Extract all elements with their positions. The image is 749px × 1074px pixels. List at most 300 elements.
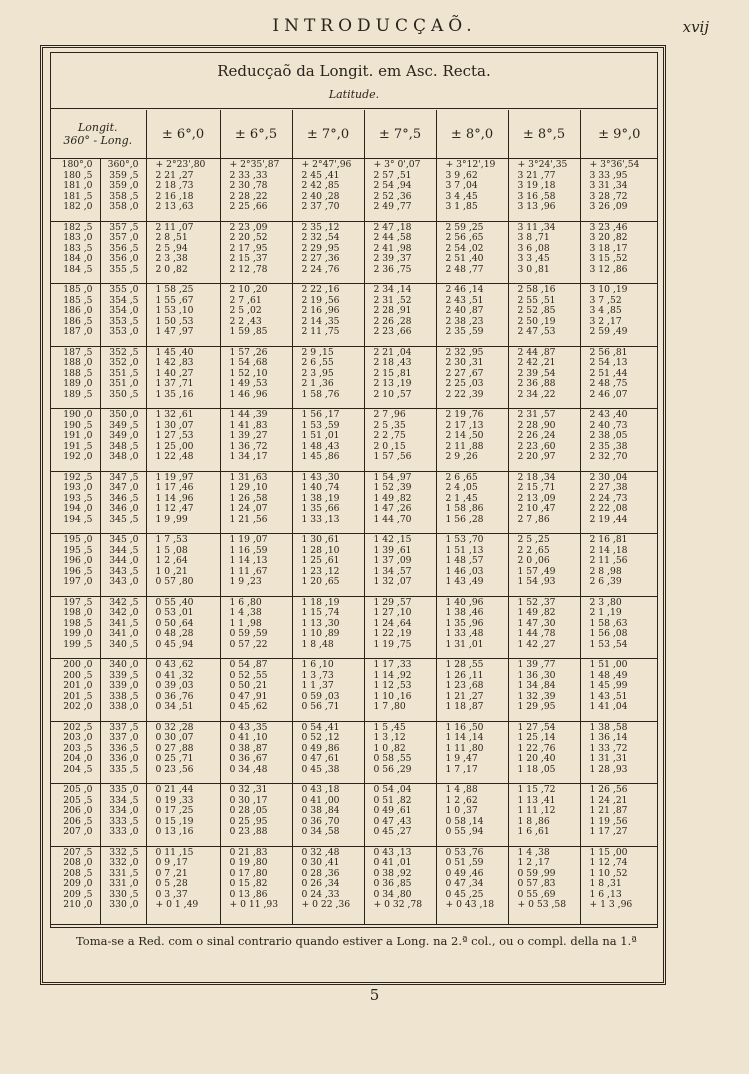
table-cell-value: 340 ,0 xyxy=(109,659,139,670)
reduction-cell xyxy=(292,409,364,472)
table-cell-value: 1 40 ,74 xyxy=(301,482,340,494)
table-cell-value: 1 43 ,51 xyxy=(589,690,628,702)
table-cell-value: 1 19 ,75 xyxy=(373,638,412,650)
reduction-cell xyxy=(292,284,364,347)
table-cell-value: 0 13 ,86 xyxy=(229,888,268,900)
table-cell-value: 2 17 ,13 xyxy=(445,419,484,431)
table-cell-value: 1 41 ,83 xyxy=(229,419,268,431)
long-cell xyxy=(100,659,146,722)
table-cell-value: 0 25 ,95 xyxy=(229,815,268,827)
table-cell-value: 1 14 ,14 xyxy=(445,732,484,744)
table-cell-value: 0 55 ,94 xyxy=(445,826,484,838)
table-cell-value: 0 13 ,16 xyxy=(155,826,194,838)
table-cell-value: 204 ,5 xyxy=(63,763,93,775)
table-cell-value: 1 46 ,96 xyxy=(229,388,268,400)
table-cell-value: 1 4 ,88 xyxy=(445,784,478,795)
table-cell-value: 2 19 ,76 xyxy=(445,409,484,420)
table-cell-value: 1 38 ,58 xyxy=(589,721,628,733)
table-cell-value: 2 31 ,52 xyxy=(373,294,412,306)
table-cell-value: 0 38 ,92 xyxy=(373,867,412,879)
table-cell-value: 181 ,0 xyxy=(63,180,93,192)
table-cell-value: + 3°24',35 xyxy=(517,159,568,170)
table-cell-value: 2 25 ,66 xyxy=(229,201,268,213)
table-cell-value: 2 45 ,41 xyxy=(301,169,340,181)
table-cell-value: 1 37 ,09 xyxy=(373,555,412,567)
table-cell-value: 2 4 ,05 xyxy=(445,482,478,494)
table-cell-value: 1 25 ,00 xyxy=(155,440,194,452)
table-cell-value: 2 47 ,53 xyxy=(517,326,556,338)
table-cell-value: 1 10 ,89 xyxy=(301,628,340,640)
table-cell-value: 3 9 ,62 xyxy=(445,169,478,181)
table-cell-value: 0 55 ,40 xyxy=(155,596,194,608)
table-cell-value: 199 ,5 xyxy=(63,638,93,650)
table-cell-value: 1 56 ,28 xyxy=(445,513,484,525)
table-cell-value: 0 36 ,76 xyxy=(155,690,194,702)
table-cell-value: 2 57 ,51 xyxy=(373,169,412,181)
table-cell-value: 1 4 ,38 xyxy=(229,607,262,619)
table-cell-value: 1 17 ,46 xyxy=(155,482,194,494)
table-cell-value: 333 ,5 xyxy=(109,815,139,827)
table-cell-value: 0 45 ,62 xyxy=(229,701,268,713)
table-cell-value: 358 ,0 xyxy=(109,201,139,213)
table-cell-value: 1 34 ,17 xyxy=(229,451,268,463)
longit-cell xyxy=(50,784,100,847)
table-cell-value: 1 6 ,10 xyxy=(301,659,334,670)
table-cell-value: 351 ,5 xyxy=(109,367,139,379)
table-cell-value: + 0 1 ,49 xyxy=(155,899,199,911)
table-cell-value: 182 ,0 xyxy=(63,201,93,213)
reduction-cell xyxy=(146,409,220,472)
table-cell-value: 208 ,5 xyxy=(63,867,93,879)
table-cell-value: 2 43 ,51 xyxy=(445,294,484,306)
table-cell-value: 354 ,0 xyxy=(109,305,139,317)
table-cell-value: 181 ,5 xyxy=(63,190,93,202)
table-cell-value: 0 19 ,33 xyxy=(155,794,194,806)
table-cell-value: 1 35 ,96 xyxy=(445,617,484,629)
table-cell-value: 1 31 ,63 xyxy=(229,471,268,483)
table-row-group xyxy=(50,409,658,472)
table-cell-value: 341 ,0 xyxy=(109,628,139,640)
table-cell-value: 2 21 ,27 xyxy=(155,169,194,181)
table-cell-value: 201 ,0 xyxy=(63,680,93,692)
reduction-cell xyxy=(580,471,658,534)
table-cell-value: 196 ,0 xyxy=(63,555,93,567)
reduction-cell xyxy=(220,721,292,784)
table-cell-value: 203 ,5 xyxy=(63,742,93,754)
table-cell-value: 2 13 ,63 xyxy=(155,201,194,213)
table-cell-value: 1 5 ,45 xyxy=(373,721,406,733)
table-cell-value: 345 ,5 xyxy=(109,513,139,525)
table-cell-value: 358 ,5 xyxy=(109,190,139,202)
table-cell-value: 1 21 ,56 xyxy=(229,513,268,525)
table-cell-value: 355 ,5 xyxy=(109,263,139,275)
table-cell-value: 0 57 ,22 xyxy=(229,638,268,650)
table-cell-value: 0 56 ,71 xyxy=(301,701,340,713)
table-cell-value: 1 18 ,05 xyxy=(517,763,556,775)
reduction-cell xyxy=(220,471,292,534)
table-cell-value: 183 ,0 xyxy=(63,232,93,244)
table-cell-value: 0 41 ,32 xyxy=(155,669,194,681)
table-cell-value: 2 35 ,59 xyxy=(445,326,484,338)
table-cell-value: 187 ,5 xyxy=(63,346,93,358)
table-cell-value: 1 39 ,61 xyxy=(373,544,412,556)
table-cell-value: 1 38 ,46 xyxy=(445,607,484,619)
reduction-cell xyxy=(364,659,436,722)
table-cell-value: 0 7 ,21 xyxy=(155,867,188,879)
table-cell-value: 2 27 ,67 xyxy=(445,367,484,379)
table-cell-value: 1 26 ,11 xyxy=(445,669,484,681)
reduction-cell xyxy=(292,721,364,784)
table-cell-value: 1 11 ,67 xyxy=(229,565,268,577)
table-cell-value: 0 39 ,03 xyxy=(155,680,194,692)
table-cell-value: 189 ,5 xyxy=(63,388,93,400)
table-cell-value: 0 32 ,31 xyxy=(229,784,268,795)
table-cell-value: 0 54 ,41 xyxy=(301,721,340,733)
latitude-header: ± 7°,0 xyxy=(292,110,364,159)
table-cell-value: 190 ,5 xyxy=(63,419,93,431)
table-cell-value: 0 24 ,33 xyxy=(301,888,340,900)
table-cell-value: 0 43 ,18 xyxy=(301,784,340,795)
table-cell-value: 344 ,5 xyxy=(109,544,139,556)
table-cell-value: 0 25 ,71 xyxy=(155,753,194,765)
table-cell-value: + 2°35',87 xyxy=(229,159,280,170)
table-cell-value: 3 12 ,86 xyxy=(589,263,628,275)
table-cell-value: 2 22 ,16 xyxy=(301,284,340,295)
table-cell-value: 3 8 ,71 xyxy=(517,232,550,244)
table-cell-value: 206 ,5 xyxy=(63,815,93,827)
table-cell-value: 2 26 ,28 xyxy=(373,315,412,327)
table-cell-value: 203 ,0 xyxy=(63,732,93,744)
table-cell-value: 1 19 ,07 xyxy=(229,534,268,545)
table-cell-value: 2 48 ,77 xyxy=(445,263,484,275)
table-cell-value: 1 3 ,73 xyxy=(301,669,334,681)
reduction-cell xyxy=(508,284,580,347)
table-cell-value: 1 18 ,19 xyxy=(301,596,340,608)
table-cell-value: 2 30 ,31 xyxy=(445,357,484,369)
table-cell-value: 3 33 ,95 xyxy=(589,169,628,181)
table-cell-value: 1 57 ,56 xyxy=(373,451,412,463)
table-cell-value: 0 34 ,58 xyxy=(301,826,340,838)
table-cell-value: 2 14 ,35 xyxy=(301,315,340,327)
table-cell-value: 2 33 ,33 xyxy=(229,169,268,181)
table-cell-value: 2 2 ,43 xyxy=(229,315,262,327)
table-cell-value: 2 24 ,73 xyxy=(589,492,628,504)
table-cell-value: 1 33 ,48 xyxy=(445,628,484,640)
table-cell-value: 2 17 ,95 xyxy=(229,242,268,254)
table-cell-value: 2 48 ,75 xyxy=(589,378,628,390)
table-cell-value: 2 6 ,65 xyxy=(445,471,478,483)
table-cell-value: 1 57 ,26 xyxy=(229,346,268,358)
longit-cell xyxy=(50,659,100,722)
table-cell-value: 0 41 ,01 xyxy=(373,857,412,869)
table-cell-value: 184 ,0 xyxy=(63,253,93,265)
page-number: 5 xyxy=(369,986,380,1004)
reduction-cell xyxy=(292,534,364,597)
reduction-cell xyxy=(436,159,508,222)
table-cell-value: 1 6 ,61 xyxy=(517,826,550,838)
table-cell-value: 2 10 ,20 xyxy=(229,284,268,295)
table-cell-value: 2 44 ,58 xyxy=(373,232,412,244)
table-cell-value: 0 43 ,62 xyxy=(155,659,194,670)
reduction-cell xyxy=(580,409,658,472)
table-cell-value: 1 48 ,43 xyxy=(301,440,340,452)
table-cell-value: 200 ,5 xyxy=(63,669,93,681)
table-cell-value: 2 26 ,24 xyxy=(517,430,556,442)
reduction-cell xyxy=(364,596,436,659)
table-cell-value: 1 30 ,07 xyxy=(155,419,194,431)
table-cell-value: 0 57 ,83 xyxy=(517,878,556,890)
reduction-cell xyxy=(146,784,220,847)
long-cell xyxy=(100,284,146,347)
table-cell-value: 2 35 ,12 xyxy=(301,221,340,233)
reduction-cell xyxy=(436,409,508,472)
table-cell-value: 0 9 ,17 xyxy=(155,857,188,869)
table-cell-value: + 2°47',96 xyxy=(301,159,352,170)
longit-cell xyxy=(50,159,100,222)
table-cell-value: 2 54 ,13 xyxy=(589,357,628,369)
reduction-cell xyxy=(146,846,220,924)
reduction-cell xyxy=(220,221,292,284)
table-cell-value: 1 26 ,56 xyxy=(589,784,628,795)
table-cell-value: 2 39 ,54 xyxy=(517,367,556,379)
table-cell-value: 0 52 ,12 xyxy=(301,732,340,744)
table-cell-value: 2 39 ,37 xyxy=(373,253,412,265)
table-cell-value: 3 4 ,85 xyxy=(589,305,622,317)
table-cell-value: 2 10 ,57 xyxy=(373,388,412,400)
reduction-cell xyxy=(146,471,220,534)
table-cell-value: 352 ,0 xyxy=(109,357,139,369)
table-cell-value: 341 ,5 xyxy=(109,617,139,629)
table-cell-value: 187 ,0 xyxy=(63,326,93,338)
table-row-group xyxy=(50,284,658,347)
table-cell-value: 0 26 ,34 xyxy=(301,878,340,890)
reduction-cell xyxy=(220,159,292,222)
table-cell-value: 0 5 ,28 xyxy=(155,878,188,890)
table-cell-value: 357 ,0 xyxy=(109,232,139,244)
table-cell-value: 354 ,5 xyxy=(109,294,139,306)
table-cell-value: 0 54 ,87 xyxy=(229,659,268,670)
reduction-cell xyxy=(146,221,220,284)
table-cell-value: 1 29 ,10 xyxy=(229,482,268,494)
table-cell-value: 1 58 ,86 xyxy=(445,503,484,515)
reduction-cell xyxy=(436,596,508,659)
table-cell-value: 0 45 ,27 xyxy=(373,826,412,838)
table-cell-value: 334 ,5 xyxy=(109,794,139,806)
table-cell-value: 193 ,5 xyxy=(63,492,93,504)
longit-cell xyxy=(50,409,100,472)
table-cell-value: 1 42 ,83 xyxy=(155,357,194,369)
reduction-cell xyxy=(146,534,220,597)
reduction-cell xyxy=(220,284,292,347)
table-cell-value: 0 57 ,80 xyxy=(155,576,194,588)
table-cell-value: 1 51 ,01 xyxy=(301,430,340,442)
table-cell-value: 0 34 ,48 xyxy=(229,763,268,775)
table-cell-value: 1 46 ,03 xyxy=(445,565,484,577)
reduction-cell xyxy=(580,159,658,222)
reduction-cell xyxy=(580,221,658,284)
table-cell-value: 3 7 ,52 xyxy=(589,294,622,306)
table-cell-value: 1 47 ,97 xyxy=(155,326,194,338)
table-cell-value: 1 58 ,63 xyxy=(589,617,628,629)
table-cell-value: 2 44 ,87 xyxy=(517,346,556,358)
table-cell-value: 0 17 ,80 xyxy=(229,867,268,879)
table-cell-value: 186 ,0 xyxy=(63,305,93,317)
table-cell-value: 2 50 ,19 xyxy=(517,315,556,327)
table-cell-value: 193 ,0 xyxy=(63,482,93,494)
table-cell-value: 1 15 ,74 xyxy=(301,607,340,619)
table-cell-value: 2 47 ,18 xyxy=(373,221,412,233)
table-cell-value: 1 35 ,66 xyxy=(301,503,340,515)
reduction-cell xyxy=(292,846,364,924)
table-cell-value: 2 31 ,57 xyxy=(517,409,556,420)
reduction-cell xyxy=(364,784,436,847)
table-cell-value: 334 ,0 xyxy=(109,805,139,817)
table-cell-value: 0 52 ,55 xyxy=(229,669,268,681)
table-cell-value: 180 ,5 xyxy=(63,169,93,181)
table-cell-value: 2 15 ,71 xyxy=(517,482,556,494)
table-row-group xyxy=(50,659,658,722)
table-cell-value: 2 7 ,61 xyxy=(229,294,262,306)
table-cell-value: 207 ,5 xyxy=(63,846,93,858)
table-cell-value: 2 2 ,65 xyxy=(517,544,550,556)
table-cell-value: 2 38 ,05 xyxy=(589,430,628,442)
table-cell-value: + 0 22 ,36 xyxy=(301,899,351,911)
table-cell-value: 2 43 ,40 xyxy=(589,409,628,420)
table-cell-value: 190 ,0 xyxy=(63,409,93,420)
table-cell-value: 1 29 ,57 xyxy=(373,596,412,608)
table-cell-value: 2 27 ,38 xyxy=(589,482,628,494)
table-cell-value: 2 34 ,14 xyxy=(373,284,412,295)
table-cell-value: 1 20 ,40 xyxy=(517,753,556,765)
reduction-cell xyxy=(436,784,508,847)
table-cell-value: 205 ,0 xyxy=(63,784,93,795)
reduction-cell xyxy=(220,846,292,924)
table-cell-value: 1 10 ,16 xyxy=(373,690,412,702)
table-cell-value: 204 ,0 xyxy=(63,753,93,765)
table-cell-value: 2 2 ,75 xyxy=(373,430,406,442)
table-cell-value: 2 5 ,25 xyxy=(517,534,550,545)
table-cell-value: 1 5 ,08 xyxy=(155,544,188,556)
table-cell-value: 1 6 ,80 xyxy=(229,596,262,608)
table-cell-value: 0 45 ,94 xyxy=(155,638,194,650)
table-cell-value: 0 32 ,48 xyxy=(301,846,340,858)
table-cell-value: 184 ,5 xyxy=(63,263,93,275)
table-cell-value: 0 28 ,05 xyxy=(229,805,268,817)
table-cell-value: 194 ,0 xyxy=(63,503,93,515)
reduction-cell xyxy=(146,284,220,347)
table-cell-value: 333 ,0 xyxy=(109,826,139,838)
table-cell-value: 2 7 ,96 xyxy=(373,409,406,420)
reduction-cell xyxy=(364,284,436,347)
table-cell-value: 2 23 ,60 xyxy=(517,440,556,452)
table-cell-value: 0 28 ,36 xyxy=(301,867,340,879)
reduction-cell xyxy=(580,596,658,659)
table-cell-value: 180°,0 xyxy=(61,159,93,170)
reduction-cell xyxy=(292,659,364,722)
table-cell-value: 2 28 ,91 xyxy=(373,305,412,317)
reduction-cell xyxy=(508,784,580,847)
table-cell-value: 1 26 ,58 xyxy=(229,492,268,504)
table-cell-value: + 0 32 ,78 xyxy=(373,899,423,911)
table-cell-value: 1 2 ,64 xyxy=(155,555,188,567)
reduction-cell xyxy=(292,221,364,284)
table-cell-value: 2 11 ,56 xyxy=(589,555,628,567)
table-cell-value: 2 1 ,19 xyxy=(589,607,622,619)
table-cell-value: 2 30 ,78 xyxy=(229,180,268,192)
table-cell-value: 0 3 ,37 xyxy=(155,888,188,900)
table-cell-value: 2 36 ,88 xyxy=(517,378,556,390)
table-cell-value: 0 41 ,00 xyxy=(301,794,340,806)
table-cell-value: 3 31 ,34 xyxy=(589,180,628,192)
table-title: Reducçaõ da Longit. em Asc. Recta. xyxy=(217,62,491,80)
table-cell-value: 0 27 ,88 xyxy=(155,742,194,754)
table-cell-value: 3 13 ,96 xyxy=(517,201,556,213)
table-cell-value: 1 25 ,14 xyxy=(517,732,556,744)
table-cell-value: 1 28 ,10 xyxy=(301,544,340,556)
table-cell-value: 0 49 ,46 xyxy=(445,867,484,879)
table-cell-value: 0 45 ,38 xyxy=(301,763,340,775)
table-cell-value: 350 ,5 xyxy=(109,388,139,400)
table-cell-value: 0 47 ,43 xyxy=(373,815,412,827)
table-cell-value: 0 54 ,04 xyxy=(373,784,412,795)
reduction-cell xyxy=(436,534,508,597)
table-cell-value: 1 51 ,13 xyxy=(445,544,484,556)
table-cell-value: 2 6 ,39 xyxy=(589,576,622,588)
table-cell-value: 1 42 ,27 xyxy=(517,638,556,650)
reduction-cell xyxy=(220,346,292,409)
table-cell-value: + 0 11 ,93 xyxy=(229,899,279,911)
table-cell-value: 331 ,5 xyxy=(109,867,139,879)
latitude-header: ± 6°,5 xyxy=(220,110,292,159)
table-cell-value: 359 ,5 xyxy=(109,169,139,181)
reduction-cell xyxy=(220,534,292,597)
table-row-group xyxy=(50,846,658,924)
latitude-header: ± 9°,0 xyxy=(580,110,658,159)
table-cell-value: 2 5 ,35 xyxy=(373,419,406,431)
table-cell-value: 1 20 ,65 xyxy=(301,576,340,588)
table-cell-value: 1 45 ,86 xyxy=(301,451,340,463)
table-cell-value: 0 36 ,67 xyxy=(229,753,268,765)
table-cell-value: 2 40 ,73 xyxy=(589,419,628,431)
table-cell-value: 2 40 ,28 xyxy=(301,190,340,202)
table-cell-value: 1 1 ,37 xyxy=(301,680,334,692)
table-cell-value: 198 ,5 xyxy=(63,617,93,629)
table-cell-value: 1 22 ,76 xyxy=(517,742,556,754)
table-cell-value: 1 30 ,61 xyxy=(301,534,340,545)
table-cell-value: 2 1 ,45 xyxy=(445,492,478,504)
table-cell-value: 3 2 ,17 xyxy=(589,315,622,327)
table-cell-value: 192 ,5 xyxy=(63,471,93,483)
table-cell-value: 1 22 ,19 xyxy=(373,628,412,640)
table-cell-value: 1 12 ,53 xyxy=(373,680,412,692)
table-cell-value: 1 17 ,27 xyxy=(589,826,628,838)
table-cell-value: 0 53 ,76 xyxy=(445,846,484,858)
table-cell-value: 2 46 ,14 xyxy=(445,284,484,295)
table-cell-value: 2 41 ,98 xyxy=(373,242,412,254)
reduction-cell xyxy=(364,471,436,534)
table-cell-value: 1 31 ,01 xyxy=(445,638,484,650)
table-cell-value: 338 ,0 xyxy=(109,701,139,713)
table-cell-value: 0 45 ,25 xyxy=(445,888,484,900)
table-cell-value: 2 19 ,56 xyxy=(301,294,340,306)
table-cell-value: 2 8 ,51 xyxy=(155,232,188,244)
table-cell-value: 1 43 ,49 xyxy=(445,576,484,588)
table-cell-value: 1 14 ,96 xyxy=(155,492,194,504)
table-cell-value: 356 ,5 xyxy=(109,242,139,254)
table-cell-value: 351 ,0 xyxy=(109,378,139,390)
table-cell-value: 0 15 ,82 xyxy=(229,878,268,890)
table-cell-value: 2 28 ,22 xyxy=(229,190,268,202)
